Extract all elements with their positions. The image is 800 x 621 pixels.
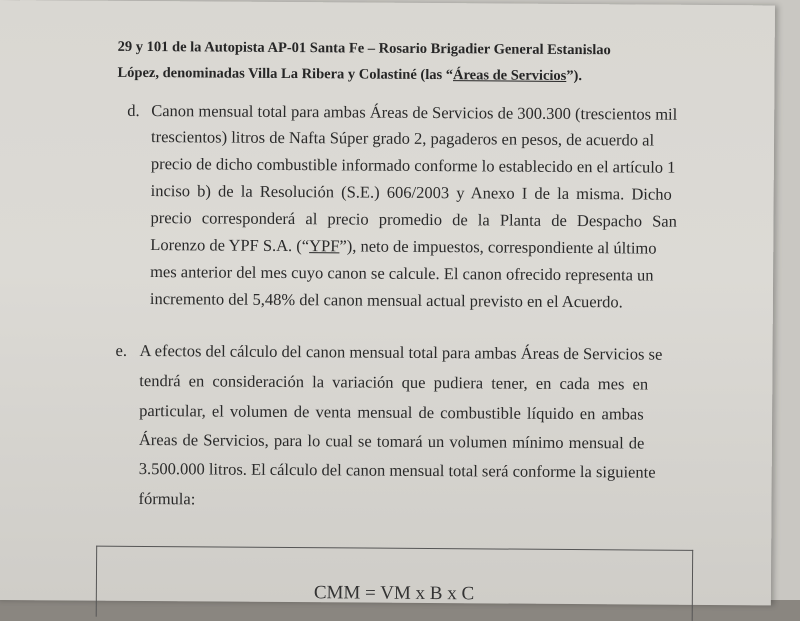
item-d-line-7: mes anterior del mes cuyo canon se calcule. El canon ofrecido representa un [150,262,654,285]
item-e-line-1: A efectos del cálculo del canon mensual total para ambas Áreas de Servicios se [139,340,663,364]
item-d-line-1: Canon mensual total para ambas Áreas de Servicios de 300.300 (trescientos mil [151,101,678,124]
ypf-defined-term: YPF [309,236,340,256]
item-d-line-8: incremento del 5,48% del canon mensual actual previsto en el Acuerdo. [149,289,623,312]
item-d-line-5: precio corresponderá al precio promedio de la Planta de Despacho San [150,208,677,231]
item-e-marker: e. [115,340,128,360]
item-e-line-3: particular, el volumen de venta mensual de combustible líquido en ambas [139,400,644,424]
formula-text: CMM = VM x B x C [313,582,475,605]
item-e-line-4: Áreas de Servicios, para lo cual se tomará un volumen mínimo mensual de [138,429,645,453]
item-d-marker: d. [127,100,140,120]
item-d-line-6: Lorenzo de YPF S.A. (“YPF”), neto de impuestos, correspondiente al último [150,235,657,258]
item-e-line-5: 3.500.000 litros. El cálculo del canon mensual total será conforme la siguiente [138,458,656,482]
item-d-line-3: precio de dicho combustible informado conforme lo establecido en el artículo 1 [150,154,676,177]
item-d-line-4: inciso b) de la Resolución (S.E.) 606/2003 y Anexo I de la misma. Dicho [150,181,672,204]
item-e-line-2: tendrá en consideración la variación que pudiera tener, en cada mes en [139,370,649,394]
areas-de-servicios-defined-term: Áreas de Servicios [452,67,567,84]
header-line-2: López, denominadas Villa La Ribera y Colastiné (las “Áreas de Servicios”). [117,64,583,85]
item-e-line-6: fórmula: [138,488,196,509]
header-line-1: 29 y 101 de la Autopista AP-01 Santa Fe – Rosario Brigadier General Estanislao [117,38,611,59]
item-d-line-2: trescientos) litros de Nafta Súper grado 2, pagaderos en pesos, de acuerdo al [150,127,655,150]
